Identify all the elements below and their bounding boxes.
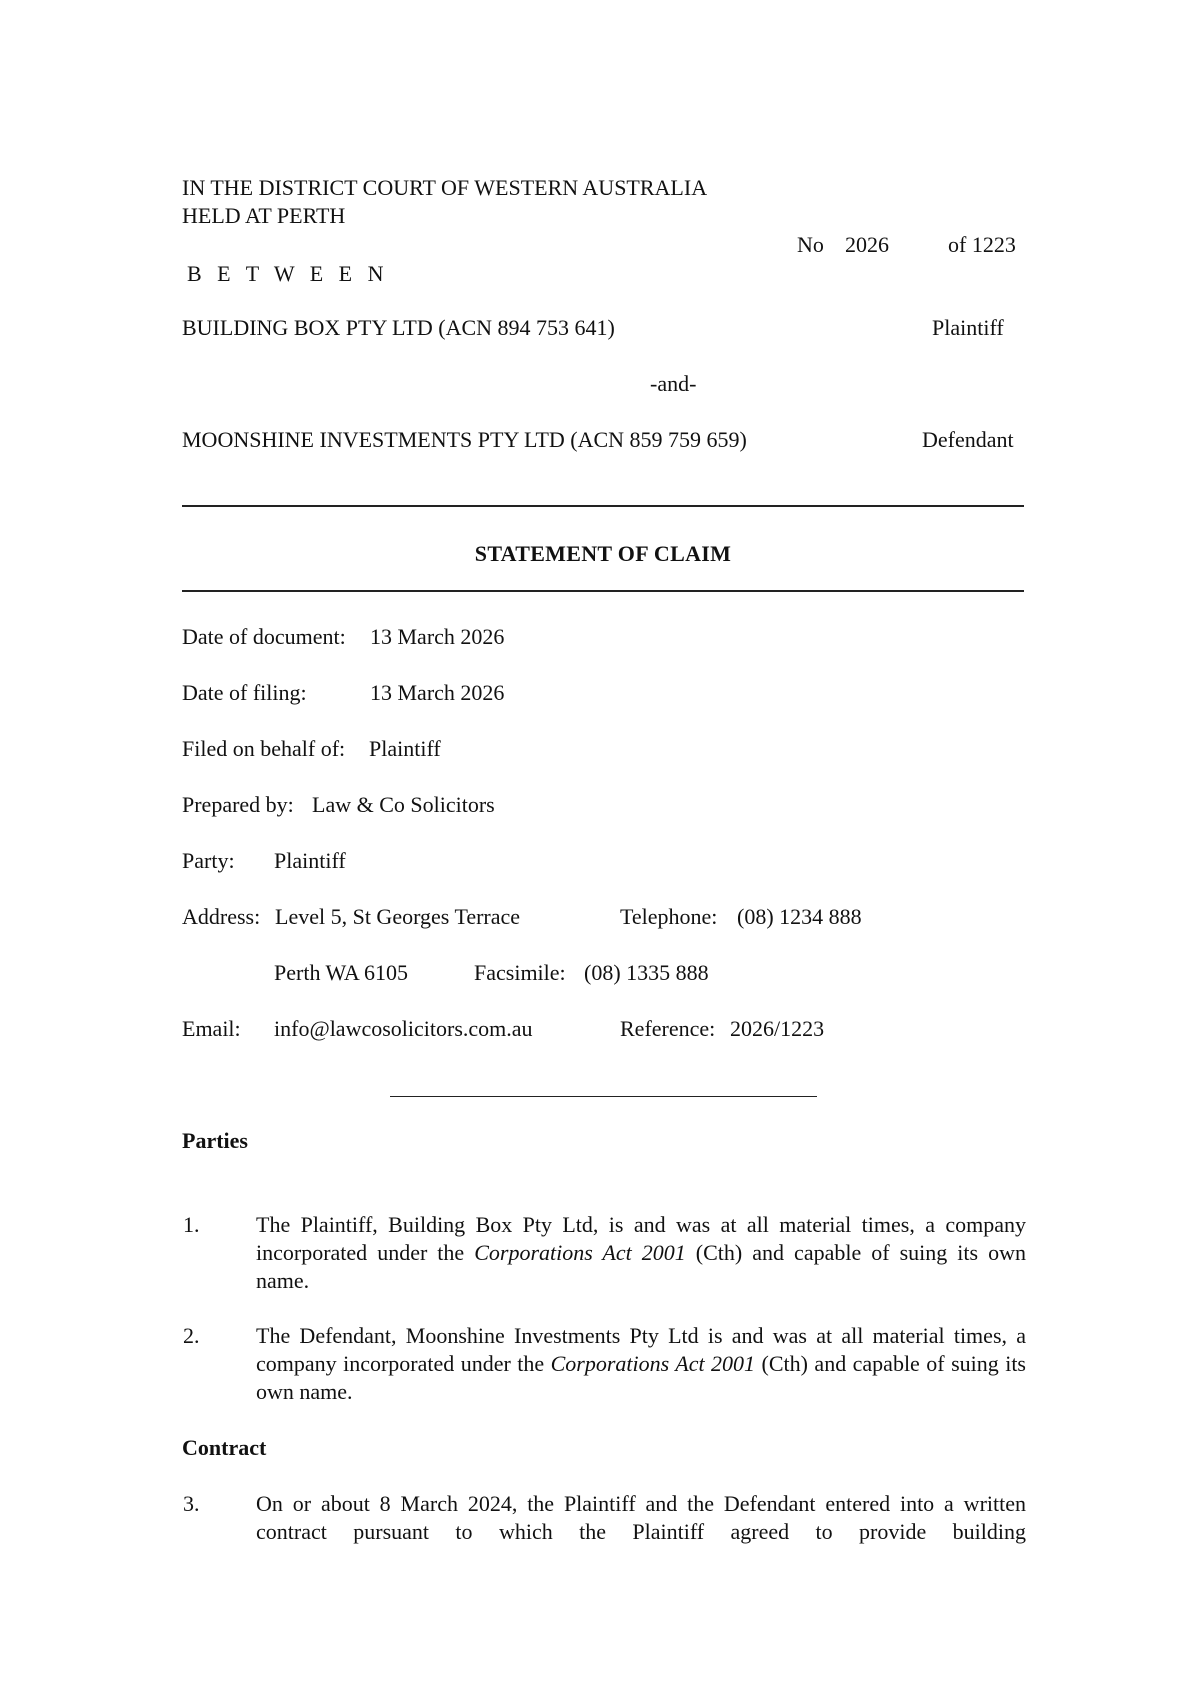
reference-label: Reference: (620, 1016, 716, 1041)
case-number-prefix: No (797, 232, 824, 257)
paragraph-text (256, 1322, 1026, 1406)
plaintiff-role: Plaintiff (932, 315, 1004, 340)
and-separator: -and- (650, 371, 697, 396)
address-line-2: Perth WA 6105 (274, 960, 409, 985)
paragraph-text-part: On or about 8 March 2024, the Plaintiff and the Defendant entered into a written contract pursuant to which the Plaintiff agreed to provide building (256, 1491, 1026, 1544)
email-label: Email: (182, 1016, 241, 1041)
paragraph-text-part: (Cth) and capable of suing its own name. (256, 1351, 1026, 1404)
date-of-filing-label: Date of filing: (182, 680, 307, 705)
paragraph-text-part: The Plaintiff, Building Box Pty Ltd, is and was at all material times, a company incorporated under the (256, 1212, 1026, 1265)
paragraph-text-part: The Defendant, Moonshine Investments Pty Ltd is and was at all material times, a company incorporated under the (256, 1323, 1026, 1376)
court-name: IN THE DISTRICT COURT OF WESTERN AUSTRALIA (182, 175, 708, 200)
telephone-value: (08) 1234 888 (737, 904, 862, 929)
paragraph-text (256, 1211, 1026, 1295)
paragraph-number: 1. (183, 1212, 200, 1237)
act-citation: Corporations Act 2001 (550, 1351, 756, 1376)
between-label: B E T W E E N (187, 261, 389, 286)
act-citation: Corporations Act 2001 (474, 1240, 686, 1265)
case-number: 2026 (845, 232, 889, 257)
filed-on-behalf: Plaintiff (369, 736, 441, 761)
parties-heading: Parties (182, 1128, 248, 1153)
title-rule-top (182, 505, 1024, 507)
party-label: Party: (182, 848, 235, 873)
email-value: info@lawcosolicitors.com.au (274, 1016, 533, 1041)
prepared-by: Law & Co Solicitors (312, 792, 495, 817)
details-divider (390, 1096, 817, 1097)
paragraph-number: 2. (183, 1323, 200, 1348)
filed-on-behalf-label: Filed on behalf of: (182, 736, 346, 761)
address-label: Address: (182, 904, 261, 929)
facsimile-value: (08) 1335 888 (584, 960, 709, 985)
facsimile-label: Facsimile: (474, 960, 566, 985)
document-title: STATEMENT OF CLAIM (474, 541, 732, 566)
title-rule-bottom (182, 590, 1024, 592)
address-line-1: Level 5, St Georges Terrace (275, 904, 521, 929)
date-of-document-label: Date of document: (182, 624, 346, 649)
paragraph-number: 3. (183, 1491, 200, 1516)
case-year: of 1223 (948, 232, 1016, 257)
prepared-by-label: Prepared by: (182, 792, 294, 817)
paragraph-text-part: (Cth) and capable of suing its own name. (256, 1240, 1026, 1293)
defendant-name: MOONSHINE INVESTMENTS PTY LTD (ACN 859 759 659) (182, 427, 747, 452)
defendant-role: Defendant (922, 427, 1014, 452)
party-value: Plaintiff (274, 848, 346, 873)
plaintiff-name: BUILDING BOX PTY LTD (ACN 894 753 641) (182, 315, 615, 340)
paragraph-text (256, 1490, 1026, 1546)
reference-value: 2026/1223 (730, 1016, 825, 1041)
contract-heading: Contract (182, 1435, 267, 1460)
date-of-filing: 13 March 2026 (370, 680, 505, 705)
court-location: HELD AT PERTH (182, 203, 346, 228)
telephone-label: Telephone: (620, 904, 718, 929)
date-of-document: 13 March 2026 (370, 624, 505, 649)
